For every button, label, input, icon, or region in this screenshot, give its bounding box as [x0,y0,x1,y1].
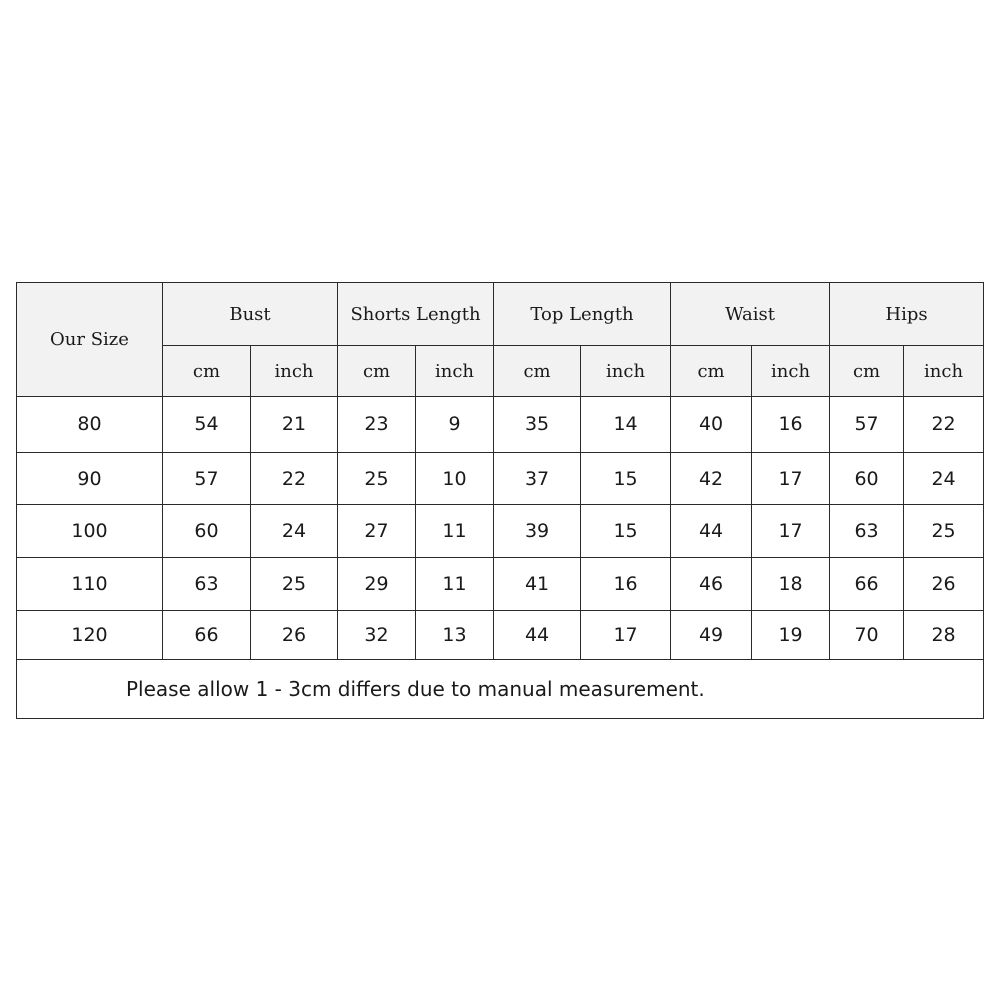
table-cell: 57 [830,397,904,453]
table-cell: 70 [830,610,904,660]
table-cell: 39 [494,505,581,558]
unit-header: inch [904,346,984,397]
table-cell: 44 [494,610,581,660]
table-cell: 17 [581,610,671,660]
unit-header: inch [251,346,338,397]
table-cell: 29 [338,557,416,610]
size-cell: 80 [17,397,163,453]
table-cell: 25 [251,557,338,610]
table-cell: 19 [752,610,830,660]
table-row [17,557,984,610]
table-cell: 10 [416,452,494,505]
table-cell: 17 [752,452,830,505]
table-cell: 66 [163,610,251,660]
unit-header: cm [671,346,752,397]
size-cell: 110 [17,557,163,610]
table-cell: 15 [581,505,671,558]
table-cell: 22 [251,452,338,505]
table-cell: 15 [581,452,671,505]
table-cell: 32 [338,610,416,660]
note-row [17,660,984,719]
our-size-header: Our Size [17,283,163,397]
table-cell: 22 [904,397,984,453]
unit-header: inch [752,346,830,397]
hips-header: Hips [830,283,984,346]
shorts-length-header: Shorts Length [338,283,494,346]
bust-header: Bust [163,283,338,346]
table-cell: 46 [671,557,752,610]
measurement-note: Please allow 1 - 3cm differs due to manual measurement. [17,660,984,719]
table-cell: 40 [671,397,752,453]
table-cell: 27 [338,505,416,558]
unit-header: cm [338,346,416,397]
size-cell: 90 [17,452,163,505]
table-cell: 44 [671,505,752,558]
table-cell: 35 [494,397,581,453]
table-cell: 42 [671,452,752,505]
table-row [17,452,984,505]
table-cell: 41 [494,557,581,610]
table-cell: 49 [671,610,752,660]
table-cell: 11 [416,505,494,558]
table-cell: 21 [251,397,338,453]
unit-header: inch [581,346,671,397]
table-cell: 9 [416,397,494,453]
table-cell: 63 [830,505,904,558]
unit-header: cm [163,346,251,397]
table-cell: 24 [904,452,984,505]
table-cell: 60 [830,452,904,505]
unit-header: cm [830,346,904,397]
table-cell: 18 [752,557,830,610]
table-cell: 63 [163,557,251,610]
table-cell: 26 [904,557,984,610]
table-cell: 54 [163,397,251,453]
table-cell: 25 [338,452,416,505]
size-chart-table [16,282,984,719]
unit-header: cm [494,346,581,397]
table-cell: 16 [752,397,830,453]
table-cell: 11 [416,557,494,610]
table-cell: 14 [581,397,671,453]
table-row [17,610,984,660]
top-length-header: Top Length [494,283,671,346]
table-cell: 66 [830,557,904,610]
size-cell: 120 [17,610,163,660]
size-cell: 100 [17,505,163,558]
table-cell: 28 [904,610,984,660]
table-cell: 23 [338,397,416,453]
table-row [17,505,984,558]
table-cell: 26 [251,610,338,660]
table-row [17,397,984,453]
table-cell: 13 [416,610,494,660]
waist-header: Waist [671,283,830,346]
table-cell: 24 [251,505,338,558]
table-cell: 16 [581,557,671,610]
table-cell: 17 [752,505,830,558]
table-cell: 60 [163,505,251,558]
table-cell: 37 [494,452,581,505]
table-cell: 57 [163,452,251,505]
table-cell: 25 [904,505,984,558]
unit-header: inch [416,346,494,397]
